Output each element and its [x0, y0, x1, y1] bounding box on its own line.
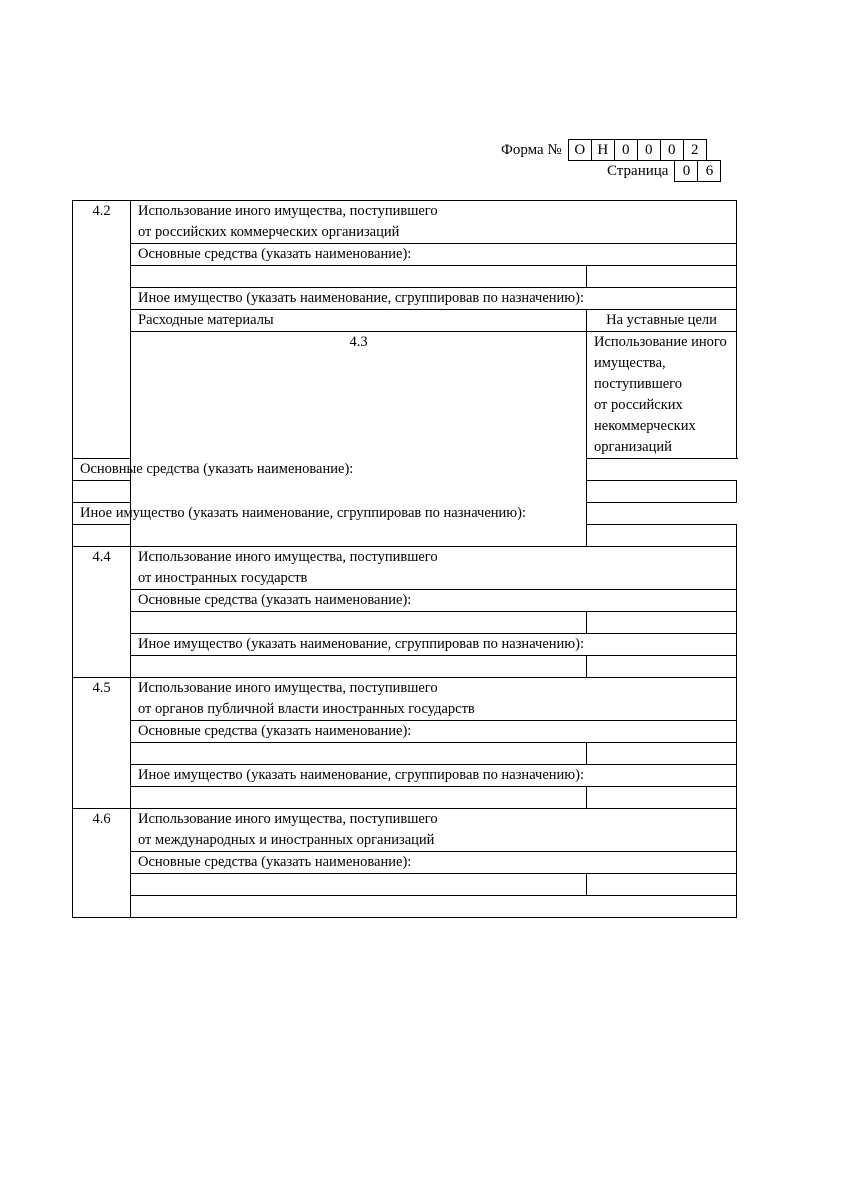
section-title — [131, 678, 737, 721]
form-code-cell: 0 — [637, 140, 660, 160]
fixed-assets-label: Основные средства (указать наименование): — [131, 721, 737, 743]
fixed-assets-label-row — [73, 459, 737, 481]
fixed-assets-label: Основные средства (указать наименование): — [131, 590, 737, 612]
fixed-asset-name-field[interactable] — [131, 874, 587, 896]
fixed-asset-name-field[interactable] — [131, 266, 587, 288]
page-number-cell: 6 — [697, 161, 720, 181]
section-title-line1: Использование иного имущества, поступившего — [138, 203, 438, 219]
form-code-cell: О — [574, 142, 586, 158]
section-4-3-title-row — [73, 332, 737, 459]
section-title — [131, 809, 737, 852]
section-title-line2: от российских коммерческих организаций — [138, 224, 400, 240]
fixed-assets-label-row — [73, 590, 737, 612]
section-title-line1: Использование иного имущества, поступившего — [138, 811, 438, 827]
section-title-line2: от иностранных государств — [138, 570, 308, 586]
fixed-assets-label: Основные средства (указать наименование): — [73, 459, 587, 481]
fixed-assets-entry-row — [73, 874, 737, 896]
section-title-line2: от органов публичной власти иностранных государств — [138, 701, 475, 717]
other-property-name-field[interactable]: Расходные материалы — [131, 310, 587, 332]
fixed-assets-entry-row — [73, 743, 737, 765]
other-property-name-field[interactable] — [131, 787, 587, 809]
other-property-label-row — [73, 634, 737, 656]
section-4-6-title-row — [73, 809, 737, 852]
blank-row — [73, 896, 737, 918]
section-title-line2: от российских некоммерческих организаций — [594, 397, 696, 455]
fixed-assets-label-row — [73, 721, 737, 743]
section-number: 4.4 — [73, 547, 131, 678]
section-title-line2: от международных и иностранных организаций — [138, 832, 435, 848]
fixed-asset-purpose-field[interactable] — [587, 874, 737, 896]
section-title — [131, 547, 737, 590]
other-property-label-row — [73, 503, 737, 525]
fixed-asset-name-field[interactable] — [73, 481, 131, 503]
section-title — [587, 332, 737, 459]
other-property-purpose-field[interactable] — [587, 787, 737, 809]
fixed-assets-label: Основные средства (указать наименование): — [131, 244, 737, 266]
section-title-line1: Использование иного имущества, поступившего — [138, 549, 438, 565]
section-title-line1: Использование иного имущества, поступившего — [594, 334, 727, 392]
fixed-assets-label: Основные средства (указать наименование): — [131, 852, 737, 874]
other-property-purpose-field[interactable]: На уставные цели — [587, 310, 737, 332]
section-number: 4.6 — [73, 809, 131, 918]
other-property-entry-row — [73, 787, 737, 809]
other-property-label-row — [73, 765, 737, 787]
section-number: 4.3 — [131, 332, 587, 547]
section-number: 4.5 — [73, 678, 131, 809]
page-number-label: Страница — [607, 163, 669, 179]
fixed-asset-name-field[interactable] — [131, 743, 587, 765]
other-property-label: Иное имущество (указать наименование, сгруппировав по назначению): — [73, 503, 587, 525]
other-property-purpose-field[interactable] — [587, 656, 737, 678]
fixed-assets-label-row — [73, 244, 737, 266]
section-title — [131, 201, 737, 244]
section-title-line1: Использование иного имущества, поступившего — [138, 680, 438, 696]
page-number-cell: 0 — [682, 163, 691, 179]
other-property-label: Иное имущество (указать наименование, сгруппировав по назначению): — [131, 288, 737, 310]
form-code-cell: 2 — [683, 140, 706, 160]
section-4-5-title-row — [73, 678, 737, 721]
fixed-asset-purpose-field[interactable] — [587, 481, 737, 503]
form-code-cell: 0 — [614, 140, 637, 160]
fixed-asset-purpose-field[interactable] — [587, 612, 737, 634]
page-number-cells — [674, 160, 721, 182]
fixed-asset-name-field[interactable] — [131, 612, 587, 634]
fixed-assets-entry-row — [73, 266, 737, 288]
other-property-label: Иное имущество (указать наименование, сгруппировав по назначению): — [131, 765, 737, 787]
other-property-label: Иное имущество (указать наименование, сгруппировав по назначению): — [131, 634, 737, 656]
other-property-entry-row — [73, 310, 737, 332]
form-code-cell: 0 — [660, 140, 683, 160]
fixed-asset-purpose-field[interactable] — [587, 743, 737, 765]
form-number-row — [501, 139, 707, 161]
form-code-cell: Н — [591, 140, 614, 160]
other-property-name-field[interactable] — [131, 656, 587, 678]
fixed-asset-purpose-field[interactable] — [587, 266, 737, 288]
fixed-assets-entry-row — [73, 612, 737, 634]
other-property-purpose-field[interactable] — [587, 525, 737, 547]
form-number-label: Форма № — [501, 142, 562, 158]
property-usage-table — [72, 200, 737, 918]
blank-entry-field[interactable] — [131, 896, 737, 918]
section-number: 4.2 — [73, 201, 131, 459]
other-property-entry-row — [73, 656, 737, 678]
other-property-name-field[interactable] — [73, 525, 131, 547]
fixed-assets-label-row — [73, 852, 737, 874]
other-property-label-row — [73, 288, 737, 310]
section-4-4-title-row — [73, 547, 737, 590]
form-code-cells — [568, 139, 707, 161]
section-4-2-title-row — [73, 201, 737, 244]
page-number-row — [607, 160, 721, 182]
